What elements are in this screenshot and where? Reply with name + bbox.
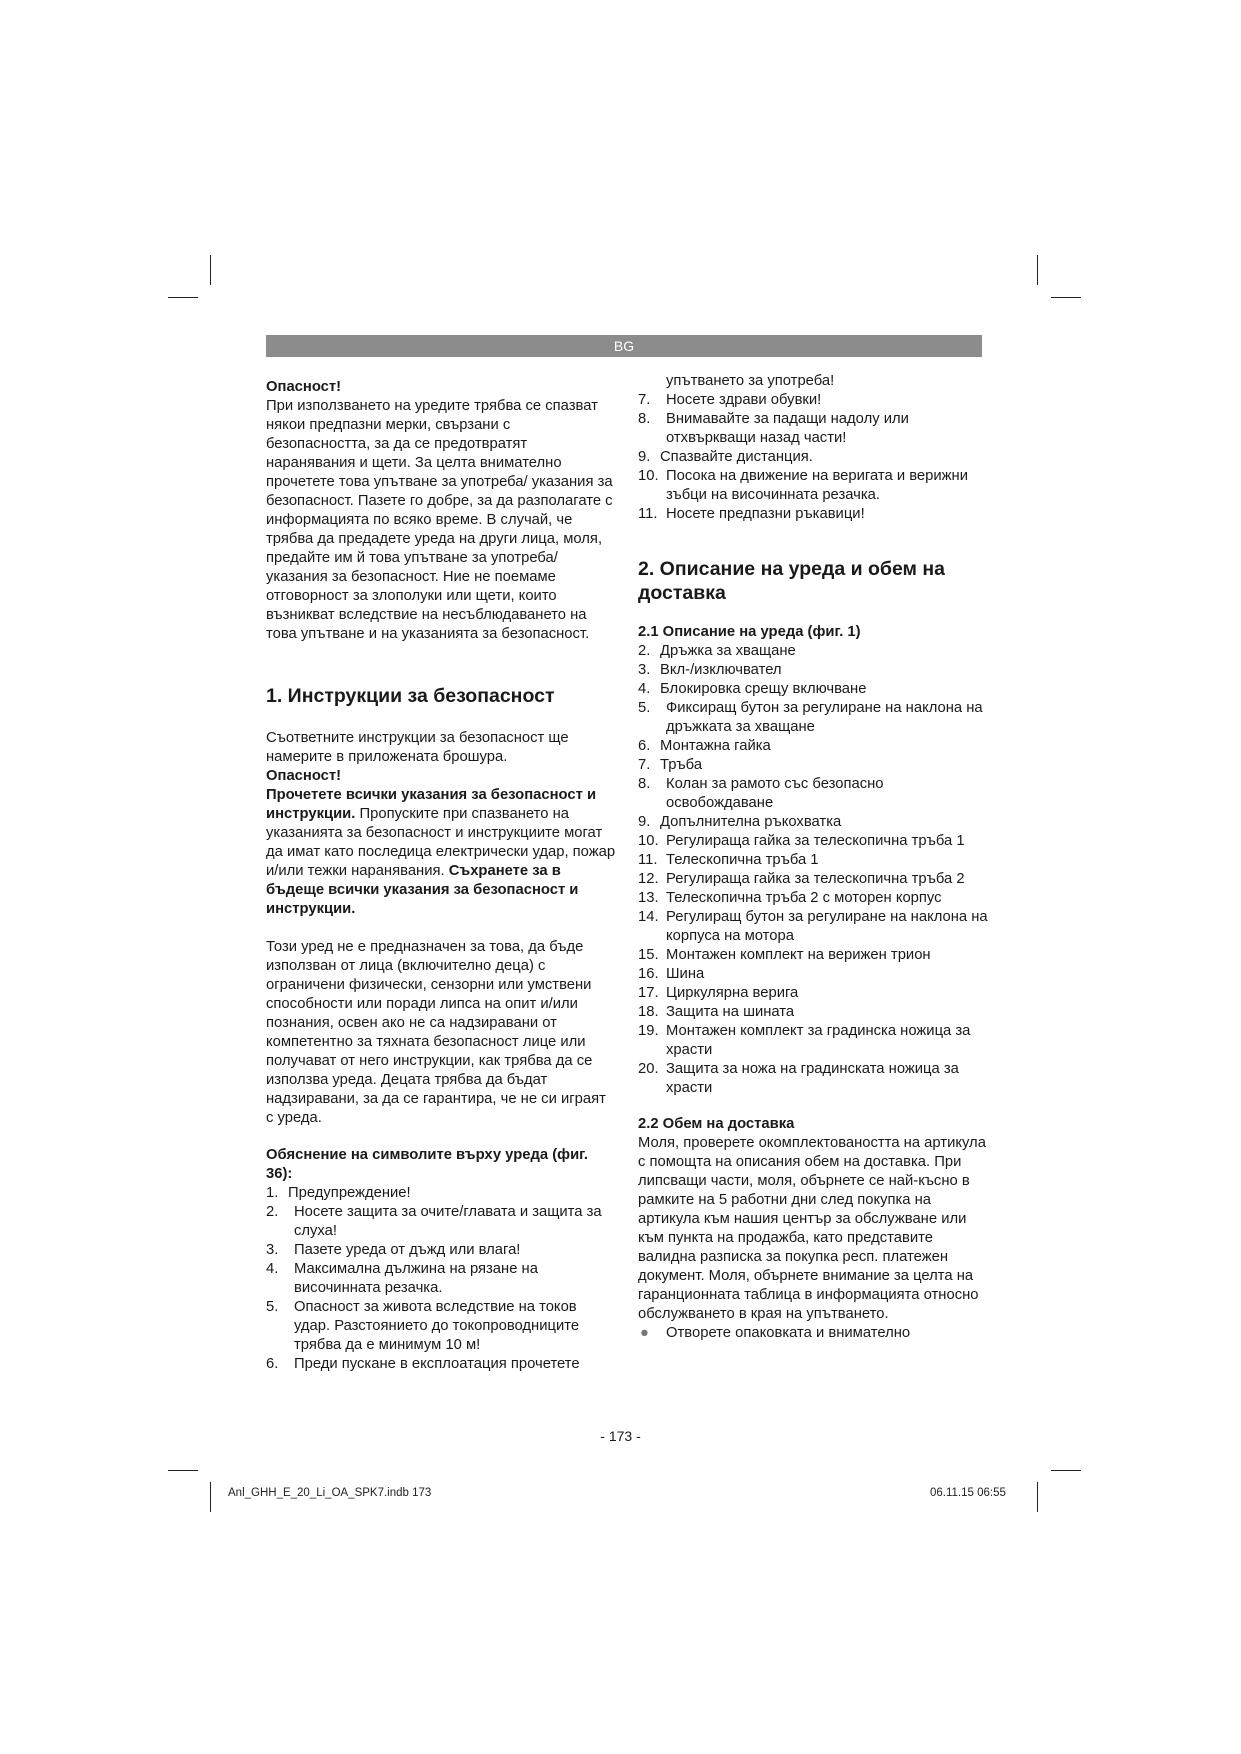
list-item: 20. Защита за ножа на градинската ножица за храсти [638, 1061, 959, 1096]
list-item: 7. Тръба [638, 757, 703, 773]
crop-mark-bottom-left-h [168, 1470, 198, 1471]
crop-mark-top-left-h [168, 297, 198, 298]
list-item: 9. Спазвайте дистанция. [638, 449, 813, 465]
list-item: 19. Монтажен комплект за градинска ножица за храсти [638, 1023, 971, 1058]
list-item: 9. Допълнителна ръкохватка [638, 814, 842, 830]
list-item: 12. Регулираща гайка за телескопична тръба 2 [638, 871, 965, 887]
list-item: 16. Шина [638, 966, 705, 982]
section-2-1-title: 2.1 Описание на уреда (фиг. 1) [638, 624, 861, 640]
list-item: 6. Преди пускане в експлоатация прочетете [266, 1356, 580, 1372]
list-item: 1. Предупреждение! [266, 1185, 411, 1201]
crop-mark-bottom-right-v [1037, 1482, 1038, 1512]
list-item: 8. Колан за рамото със безопасно освобождаване [638, 776, 884, 811]
list-item: 3. Пазете уреда от дъжд или влага! [266, 1242, 521, 1258]
list-item: 18. Защита на шината [638, 1004, 795, 1020]
intro-paragraph: При използването на уредите трябва се спазват някои предпазни мерки, свързани с безопасността, за да се предотвратят наранявания и щети. За целта внимателно прочетете това упътване за употреба/ указания за безопасност. Пазете го добре, за да разполагате с информацията по всяко време. В случай, че трябва да предадете уреда на други лица, моля, предайте им й това упътване за употреба/указания за безопасност. Ние не поемаме отговорност за злополуки или щети, които възникват вследствие на несъблюдаването на това упътване и на указанията за безопасност. [266, 398, 613, 642]
list-item: ● Отворете опаковката и внимателно [640, 1325, 911, 1341]
list-item: 4. Блокировка срещу включване [638, 681, 867, 697]
symbols-heading: Обяснение на символите върху уреда (фиг. 36): [266, 1147, 588, 1182]
print-timestamp: 06.11.15 06:55 [930, 1487, 1006, 1499]
list-item: 10. Регулираща гайка за телескопична тръба 1 [638, 833, 965, 849]
crop-mark-top-right-h [1051, 297, 1081, 298]
language-header-bar [266, 335, 982, 357]
section-1-paragraph: Съответните инструкции за безопасност ще намерите в приложената брошура. [266, 730, 569, 765]
list-item: 10. Посока на движение на веригата и верижни зъбци на височинната резачка. [638, 468, 968, 503]
parts-list [638, 642, 990, 1098]
list-item: 17. Циркулярна верига [638, 985, 799, 1001]
crop-mark-bottom-right-h [1051, 1470, 1081, 1471]
file-slug: Anl_GHH_E_20_Li_OA_SPK7.indb 173 [228, 1487, 432, 1499]
warning-consequences-text: Пропуските при спазването на указанията за безопасност и инструкциите могат да имат като последица електрически удар, пожар и/или тежки наранявания. [266, 806, 616, 879]
section-2-2-title: 2.2 Обем на доставка [638, 1116, 795, 1132]
bullet-icon: ● [640, 1325, 649, 1341]
list-item: 5. Фиксиращ бутон за регулиране на наклона на дръжката за хващане [638, 700, 983, 735]
list-item: 11. Носете предпазни ръкавици! [638, 506, 865, 522]
crop-mark-top-right-v [1037, 255, 1038, 285]
list-item: 3. Вкл-/изключвател [638, 662, 782, 678]
section-1-title: 1. Инструкции за безопасност [266, 685, 555, 707]
left-column [266, 378, 616, 1374]
read-instructions-bold: Прочетете всички указания за безопасност и инструкции. [266, 787, 597, 822]
list-item: 7. Носете здрави обувки! [638, 392, 822, 408]
symbols-continued-text: упътването за употреба! [666, 373, 835, 389]
section-2-title: 2. Описание на уреда и обем на доставка [638, 558, 946, 604]
page-number: - 173 - [600, 1428, 641, 1444]
list-item: 4. Максимална дължина на рязане на височинната резачка. [266, 1261, 538, 1296]
symbols-list-continued [638, 391, 990, 524]
section-1-warning-paragraph [266, 786, 616, 919]
list-item: 14. Регулиращ бутон за регулиране на наклона на корпуса на мотора [638, 909, 988, 944]
list-item: 13. Телескопична тръба 2 с моторен корпус [638, 890, 942, 906]
delivery-scope-paragraph: Моля, проверете окомплектоваността на артикула с помощта на описания обем на доставка. При липсващи части, моля, обърнете се най-късно в рамките на 5 работни дни след покупка на артикула към нашия център за обслужване или към пункта на продажба, като представите валидна разписка за покупка респ. платежен документ. Моля, обърнете внимание за целта на гаранционната таблица в информацията относно обслужването в края на упътването. [638, 1135, 986, 1322]
keep-instructions-bold: Съхранете за в бъдеще всички указания за безопасност и инструкции. [266, 863, 579, 917]
list-item: 8. Внимавайте за падащи надолу или отхвъркващи назад части! [638, 411, 909, 446]
list-item: 2. Дръжка за хващане [638, 643, 796, 659]
crop-mark-bottom-left-v [210, 1482, 211, 1512]
list-item: 6. Монтажна гайка [638, 738, 771, 754]
section-1-danger-heading: Опасност! [266, 768, 342, 784]
list-item: 15. Монтажен комплект на верижен трион [638, 947, 931, 963]
symbols-list [266, 1184, 616, 1374]
list-item: 5. Опасност за живота вследствие на токов удар. Разстоянието до токопроводниците трябва да е минимум 10 м! [266, 1299, 580, 1353]
crop-mark-top-left-v [210, 255, 211, 285]
danger-heading: Опасност! [266, 379, 342, 395]
list-item: 2. Носете защита за очите/главата и защита за слуха! [266, 1204, 602, 1239]
right-column [638, 372, 990, 1343]
children-restriction-paragraph: Този уред не е предназначен за това, да бъде използван от лица (включително деца) с ограничени физически, сензорни или умствени способности или поради липса на опит и/или познания, освен ако не са надзиравани от компетентно за тяхната безопасност лице или получават от него инструкции, как трябва да се използва уреда. Децата трябва да бъдат надзиравани, за да се гарантира, че не си играят с уреда. [266, 939, 606, 1126]
language-code: BG [613, 338, 635, 354]
list-item: 11. Телескопична тръба 1 [638, 852, 819, 868]
